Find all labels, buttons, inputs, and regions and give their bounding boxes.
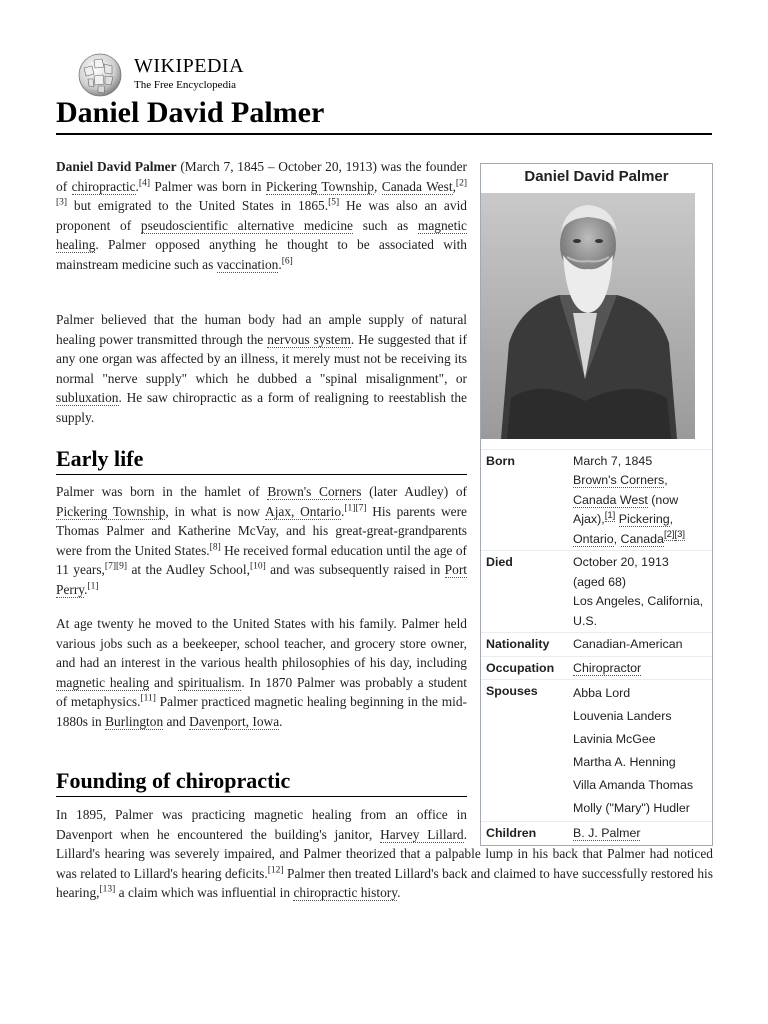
link-ajax-ontario[interactable]: Ajax, Ontario xyxy=(265,503,342,519)
ref-8[interactable]: [8] xyxy=(209,542,221,553)
ref-5[interactable]: [5] xyxy=(328,197,340,208)
ref-3[interactable]: [3] xyxy=(56,197,68,208)
link-pickering-township[interactable]: Pickering Township xyxy=(56,503,166,519)
ref-10[interactable]: [10] xyxy=(249,561,266,572)
link-bj-palmer[interactable]: B. J. Palmer xyxy=(573,826,641,840)
link-canada-west[interactable]: Canada West xyxy=(573,492,648,507)
link-chiropractic-history[interactable]: chiropractic history xyxy=(293,885,398,900)
link-vaccination[interactable]: vaccination xyxy=(216,256,279,272)
born-date: March 7, 1845 xyxy=(573,453,653,468)
link-pickering-township[interactable]: Pickering Township xyxy=(265,178,374,194)
infobox-title: Daniel David Palmer xyxy=(524,168,669,185)
link-canada-west[interactable]: Canada West xyxy=(381,178,453,194)
link-ontario[interactable]: Ontario xyxy=(573,531,614,546)
portrait-photo[interactable] xyxy=(481,193,695,439)
ref-1[interactable]: [1] xyxy=(604,509,616,521)
died-date: October 20, 1913 xyxy=(573,555,669,569)
link-burlington[interactable]: Burlington xyxy=(105,713,164,729)
page-title: Daniel David Palmer xyxy=(56,96,712,135)
ref-7[interactable]: [7] xyxy=(355,503,367,514)
infobox-row-occupation: Occupation Chiropractor xyxy=(481,656,712,680)
ref-13[interactable]: [13] xyxy=(99,884,116,895)
link-browns-corners[interactable]: Brown's Corners xyxy=(267,484,362,499)
spouse-item: Villa Amanda Thomas xyxy=(573,778,694,792)
spouse-item: Molly ("Mary") Hudler xyxy=(573,801,690,815)
ref-2[interactable]: [2] xyxy=(455,178,467,189)
ref-7[interactable]: [7] xyxy=(104,561,116,572)
infobox-row-born: Born March 7, 1845 Brown's Corners, Canada West (now Ajax),[1] Pickering, Ontario, Canada[2][3] xyxy=(481,449,712,551)
spouse-item: Martha A. Henning xyxy=(573,755,676,769)
died-place: Los Angeles, California, U.S. xyxy=(573,594,704,628)
ref-1[interactable]: [1] xyxy=(344,503,356,514)
link-pseudoscientific-alternative-medicine[interactable]: pseudoscientific alternative medicine xyxy=(140,217,353,233)
link-magnetic-healing[interactable]: magnetic healing xyxy=(56,217,467,252)
ref-4[interactable]: [4] xyxy=(138,178,150,189)
link-subluxation[interactable]: subluxation xyxy=(56,390,119,405)
infobox xyxy=(480,163,713,846)
intro-paragraph-2: Palmer believed that the human body had an ample supply of natural healing power transmitted through the nervous system. He suggested that if any one organ was affected by an illness, it merely must not be receiving its normal "nerve supply" which he dubbed a "spinal misalignment", or subluxation. He saw chiropractic as a form of realigning to reestablish the supply. xyxy=(56,312,467,425)
died-age: (aged 68) xyxy=(573,574,627,589)
spouse-item: Abba Lord xyxy=(573,686,631,700)
section-heading-founding: Founding of chiropractic xyxy=(56,768,467,797)
early-life-paragraph-2: At age twenty he moved to the United States with his family. Palmer held various jobs such as a beekeeper, school teacher, and grocery store owner, and had an interest in the various health philosophies of his day, including magnetic healing and spiritualism. In 1870 Palmer was probably a student of metaphysics.[11] Palmer practiced magnetic healing beginning in the mid-1880s in Burlington and Davenport, Iowa. xyxy=(56,616,468,729)
subject-name: Daniel David Palmer xyxy=(56,159,177,174)
wikipedia-wordmark[interactable]: WIKIPEDIA xyxy=(134,55,245,77)
link-canada[interactable]: Canada xyxy=(620,531,664,546)
infobox-row-children: Children B. J. Palmer xyxy=(481,821,712,845)
ref-3[interactable]: [3] xyxy=(674,529,686,541)
link-magnetic-healing[interactable]: magnetic healing xyxy=(56,674,150,690)
early-life-paragraph-1: Palmer was born in the hamlet of Brown's Corners (later Audley) of Pickering Township, in what is now Ajax, Ontario.[1][7] His parents were Thomas Palmer and Katherine McVay, and his great-great-grandparents were from the United States.[8] He received formal education until the age of 11 years,[7][9] at the Audley School,[10] and was subsequently raised in Port Perry.[1] xyxy=(56,484,468,597)
infobox-row-died: Died October 20, 1913 (aged 68) Los Angeles, California, U.S. xyxy=(481,550,712,632)
link-davenport-iowa[interactable]: Davenport, Iowa xyxy=(189,713,280,729)
link-port-perry[interactable]: Port Perry xyxy=(56,562,467,597)
spouse-item: Lavinia McGee xyxy=(573,732,656,746)
link-harvey-lillard[interactable]: Harvey Lillard xyxy=(380,826,464,842)
wikipedia-tagline: The Free Encyclopedia xyxy=(134,79,237,91)
ref-9[interactable]: [9] xyxy=(115,561,128,572)
infobox-row-spouses: Spouses Abba Lord Louvenia Landers Lavinia McGee Martha A. Henning Villa Amanda Thomas Molly ("Mary") Hudler xyxy=(481,679,712,821)
link-pickering[interactable]: Pickering xyxy=(618,512,670,526)
infobox-row-nationality: Nationality Canadian-American xyxy=(481,632,712,656)
link-browns-corners[interactable]: Brown's Corners xyxy=(573,473,665,487)
section-heading-early-life: Early life xyxy=(56,446,467,475)
ref-12[interactable]: [12] xyxy=(267,865,284,876)
intro-paragraph-1: Daniel David Palmer (March 7, 1845 – October 20, 1913) was the founder of chiropractic.[4] Palmer was born in Pickering Township, Canada West,[2][3] but emigrated to the United States in 1865.[5] He was also an avid proponent of pseudoscientific alternative medicine such as magnetic healing. Palmer opposed anything he thought to be associated with mainstream medicine such as vaccination.[6] xyxy=(56,159,467,272)
link-chiropractic[interactable]: chiropractic xyxy=(71,178,136,194)
link-chiropractor[interactable]: Chiropractor xyxy=(573,660,642,675)
ref-1[interactable]: [1] xyxy=(87,581,99,592)
spouse-item: Louvenia Landers xyxy=(573,709,672,723)
wikipedia-globe-logo[interactable] xyxy=(74,52,126,98)
nationality-value: Canadian-American xyxy=(573,637,683,651)
ref-2[interactable]: [2] xyxy=(663,529,675,541)
link-spiritualism[interactable]: spiritualism xyxy=(178,674,242,690)
ref-11[interactable]: [11] xyxy=(140,693,156,704)
link-nervous-system[interactable]: nervous system xyxy=(267,331,351,347)
founding-paragraph-1: In 1895, Palmer was practicing magnetic healing from an office in Davenport when he encountered the building's janitor, Harvey Lillard. Lillard's hearing was severely impaired, and Palmer theorized that a palpable lump in his back that Palmer had noticed was related to Lillard's hearing deficits.[12] Palmer then treated Lillard's back and claimed to have successfully restored his hearing,[13] a claim which was influential in chiropractic history. xyxy=(56,807,713,900)
ref-6[interactable]: [6] xyxy=(281,256,293,267)
